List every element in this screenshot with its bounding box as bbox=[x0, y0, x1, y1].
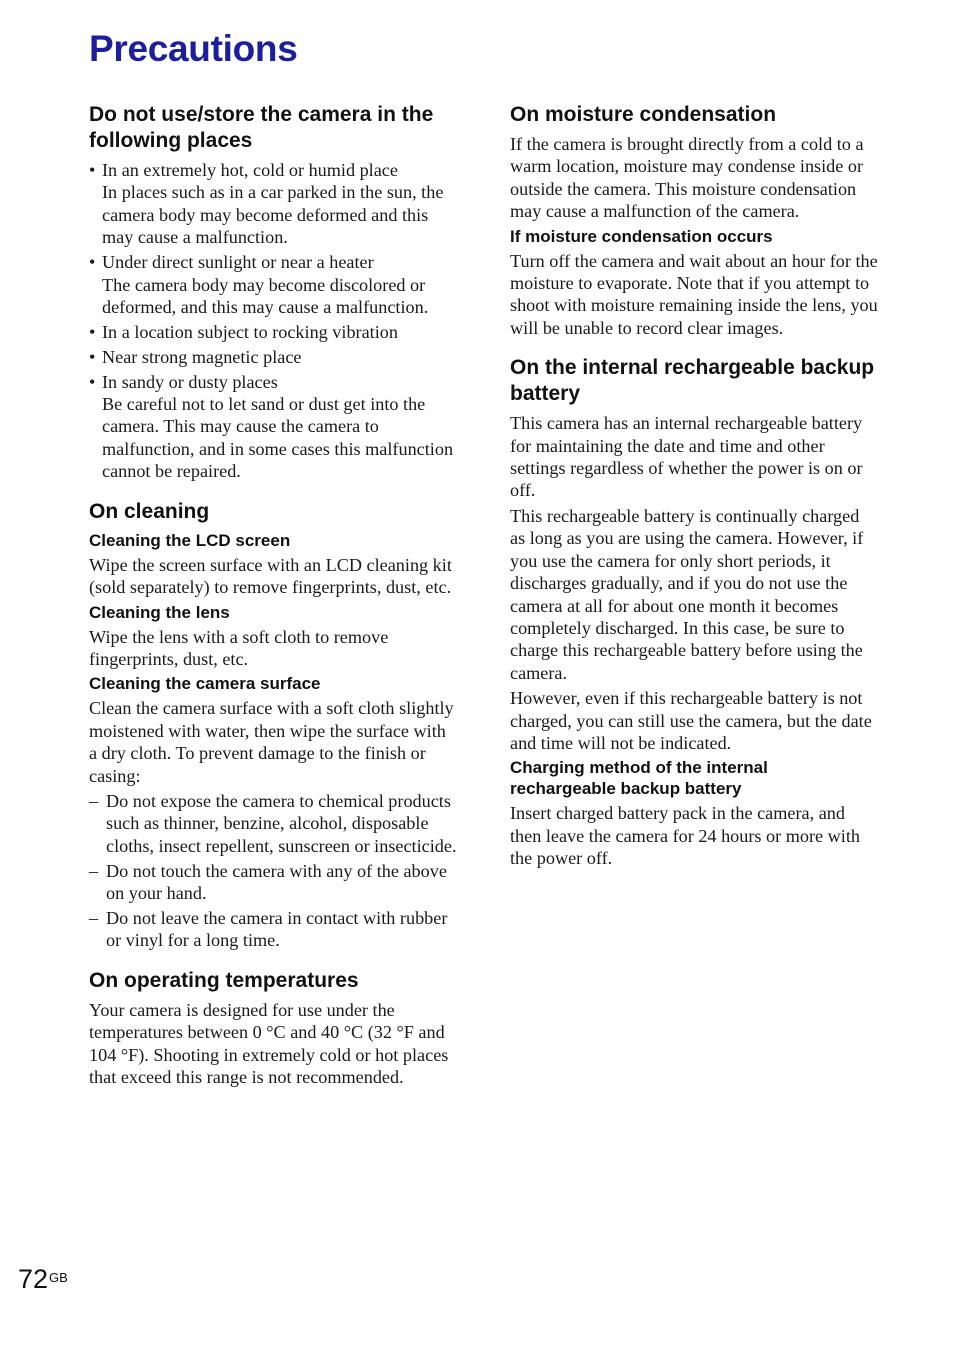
cleaning-surface-text: Clean the camera surface with a soft cloth slightly moistened with water, then wipe the surface with a dry cloth. To prevent damage to the finish or casing: bbox=[89, 698, 454, 786]
cleaning-lcd-text: Wipe the screen surface with an LCD cleaning kit (sold separately) to remove fingerprints, dust, etc. bbox=[89, 554, 452, 598]
battery-paragraph: This camera has an internal rechargeable battery for maintaining the date and time and other settings regardless of whether the power is on or off. bbox=[510, 413, 863, 501]
list-item-title: • In an extremely hot, cold or humid place bbox=[102, 160, 398, 180]
list-item: – Do not touch the camera with any of the above on your hand. bbox=[89, 860, 457, 905]
condensation-section bbox=[510, 102, 878, 339]
list-item bbox=[89, 251, 457, 318]
battery-section bbox=[510, 355, 878, 869]
temperatures-section bbox=[89, 968, 457, 1089]
temperatures-text: Your camera is designed for use under the temperatures between 0 °C and 40 °C (32 °F and 104 °F). Shooting in extremely cold or hot places that exceed this range is not recommended. bbox=[89, 999, 449, 1087]
list-item-detail: Be careful not to let sand or dust get into the camera. This may cause the camera to malfunction, and in some cases this malfunction cannot be repaired. bbox=[102, 394, 454, 482]
cleaning-heading: On cleaning bbox=[89, 499, 210, 523]
page-number-value: 72 bbox=[18, 1264, 49, 1294]
battery-heading: On the internal rechargeable backup battery bbox=[510, 356, 875, 406]
temperatures-heading: On operating temperatures bbox=[89, 968, 359, 992]
condensation-text: If the camera is brought directly from a cold to a warm location, moisture may condense inside or outside the camera. This moisture condensation may cause a malfunction of the camera. bbox=[510, 134, 864, 222]
store-heading: Do not use/store the camera in the following places bbox=[89, 103, 434, 152]
cleaning-lens-heading: Cleaning the lens bbox=[89, 602, 230, 622]
store-list bbox=[89, 159, 457, 483]
list-item-detail: The camera body may become discolored or deformed, and this may cause a malfunction. bbox=[102, 274, 429, 317]
store-section bbox=[89, 102, 457, 483]
region-code: GB bbox=[49, 1270, 68, 1285]
left-column bbox=[89, 102, 457, 1104]
cleaning-lens-text: Wipe the lens with a soft cloth to remove fingerprints, dust, etc. bbox=[89, 626, 389, 669]
cleaning-surface-heading: Cleaning the camera surface bbox=[89, 674, 321, 694]
list-item bbox=[89, 346, 457, 368]
battery-paragraph: However, even if this rechargeable battery is not charged, you can still use the camera, but the date and time will not be indicated. bbox=[510, 688, 872, 753]
battery-sub-heading: Charging method of the internal rechargeable backup battery bbox=[510, 758, 768, 799]
page-number bbox=[18, 1264, 68, 1295]
battery-paragraph: This rechargeable battery is continually charged as long as you are using the camera. However, if you use the camera for only short periods, it discharges gradually, and if you do not use the camera at all for about one month it becomes completely discharged. In this case, be sure to charge this rechargeable battery before using the camera. bbox=[510, 505, 864, 683]
list-item-title: • In sandy or dusty places bbox=[102, 371, 278, 392]
list-item-detail: In places such as in a car parked in the sun, the camera body may become deformed and this may cause a malfunction. bbox=[102, 182, 444, 248]
list-item-title: • Near strong magnetic place bbox=[102, 346, 302, 367]
list-item: – Do not leave the camera in contact with rubber or vinyl for a long time. bbox=[89, 907, 457, 952]
list-item bbox=[89, 321, 457, 343]
list-item: – Do not expose the camera to chemical products such as thinner, benzine, alcohol, disposable cloths, insect repellent, sunscreen or insecticide. bbox=[89, 790, 457, 857]
page-title: Precautions bbox=[89, 28, 298, 69]
cleaning-section bbox=[89, 499, 457, 952]
list-item bbox=[89, 371, 457, 483]
cleaning-surface-list bbox=[89, 790, 457, 952]
condensation-sub-text: Turn off the camera and wait about an hour for the moisture to evaporate. Note that if you attempt to shoot with moisture remaining inside the lens, you will be unable to record clear images. bbox=[510, 250, 878, 338]
battery-sub-text: Insert charged battery pack in the camera, and then leave the camera for 24 hours or more with the power off. bbox=[510, 803, 860, 869]
condensation-heading: On moisture condensation bbox=[510, 103, 777, 126]
list-item bbox=[89, 159, 457, 249]
right-column bbox=[510, 102, 878, 886]
list-item-title: • In a location subject to rocking vibration bbox=[102, 321, 398, 342]
cleaning-lcd-heading: Cleaning the LCD screen bbox=[89, 530, 291, 550]
list-item-title: • Under direct sunlight or near a heater bbox=[102, 252, 374, 273]
condensation-sub-heading: If moisture condensation occurs bbox=[510, 226, 773, 246]
